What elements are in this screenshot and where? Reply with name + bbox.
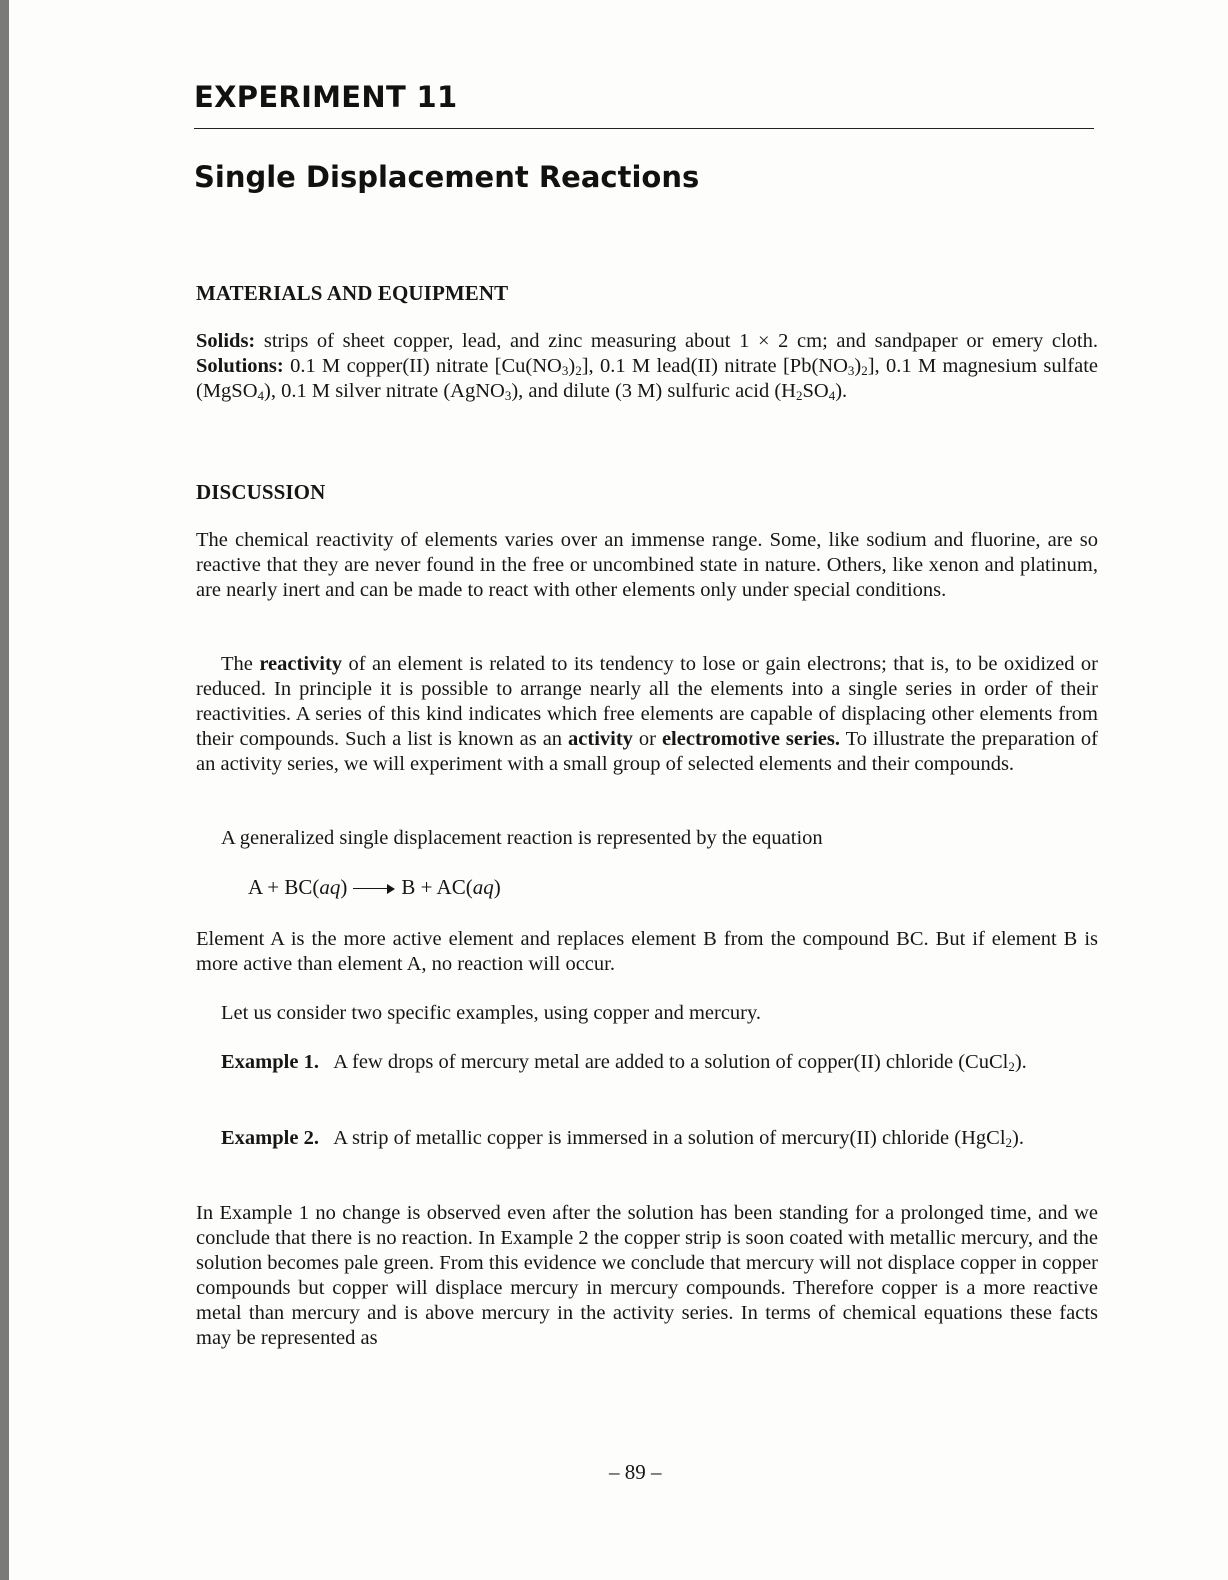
page-title: Single Displacement Reactions [194,160,700,194]
solutions-text-5: ), and dilute (3 M) sulfuric acid (H [511,380,796,402]
term-reactivity: reactivity [259,653,343,675]
subscript: 3 [847,363,855,378]
header-rule [194,128,1094,129]
example-1-label: Example 1. [221,1051,319,1073]
equation-right-close: ) [493,875,501,899]
subscript: 4 [257,388,265,403]
example-1 [196,1050,1098,1075]
text-run: To illustrate the preparation of an activity series, we will experiment with a small group of selected elements and their compounds. [196,728,1099,775]
aq-label: aq [319,875,341,899]
subscript: 2 [1008,1059,1015,1074]
solutions-text-6: SO [802,380,829,402]
term-electromotive-series: electromotive series. [661,728,840,750]
example-2-label: Example 2. [221,1127,319,1149]
discussion-paragraph-3: A generalized single displacement reaction is represented by the equation [221,827,823,849]
subscript: 2 [861,363,868,378]
example-2 [196,1126,1098,1151]
example-2-close: ). [1012,1127,1024,1149]
subscript: 2 [795,388,803,403]
aq-label: aq [472,875,494,899]
discussion-paragraph-2 [196,652,1098,777]
reaction-arrow-icon [353,884,395,894]
discussion-paragraph-4: Element A is the more active element and replaces element B from the compound BC. But if element B is more active than element A, no reaction will occur. [196,928,1098,975]
equation-right: B + AC( [401,875,473,899]
text-run: or [632,728,662,750]
solutions-text-3: ], 0.1 M magnesium sulfate (MgSO [196,355,1099,402]
solutions-text-7: ). [835,380,848,402]
solutions-label: Solutions: [196,355,284,377]
equation-left: A + BC( [248,875,320,899]
solutions-text-4: ), 0.1 M silver nitrate (AgNO [264,380,505,402]
equation-left-close: ) [340,875,348,899]
subscript: 2 [575,363,582,378]
solids-label: Solids: [196,330,256,352]
materials-heading: MATERIALS AND EQUIPMENT [196,281,509,305]
example-1-text: A few drops of mercury metal are added to a solution of copper(II) chloride (CuCl [318,1051,1009,1073]
discussion-paragraph-1: The chemical reactivity of elements varies over an immense range. Some, like sodium and fluorine, are so reactive that they are never found in the free or uncombined state in nature. Others, like xenon and platinum, are nearly inert and can be made to react with other elements only under special conditions. [196,529,1098,601]
solutions-close-2: ) [854,355,862,377]
text-run: The [221,653,260,675]
general-equation [248,875,501,900]
solids-text: strips of sheet copper, lead, and zinc measuring about 1 × 2 cm; and sandpaper or emery cloth. [255,330,1098,352]
solutions-close-1: ) [568,355,576,377]
discussion-paragraph-5: Let us consider two specific examples, using copper and mercury. [221,1002,762,1024]
materials-paragraph [196,329,1098,404]
subscript: 3 [504,388,512,403]
term-activity: activity [568,728,633,750]
page-number: – 89 – [609,1460,662,1484]
solutions-text-2: ], 0.1 M lead(II) nitrate [Pb(NO [581,355,848,377]
subscript: 2 [1005,1135,1013,1150]
text-run: of an element is related to its tendency to lose or gain electrons; that is, to be oxidized or reduced. In principle it is possible to arrange nearly all the elements into a single series in order of their reactivities. A series of this kind indicates which free elements are capable of displacing other elements from their compounds. Such a list is known as an [196,653,1098,750]
discussion-heading: DISCUSSION [196,480,326,504]
example-1-close: ). [1014,1051,1027,1073]
subscript: 4 [828,388,836,403]
example-2-text: A strip of metallic copper is immersed in a solution of mercury(II) chloride (HgCl [318,1127,1006,1149]
discussion-paragraph-6: In Example 1 no change is observed even after the solution has been standing for a prolonged time, and we conclude that there is no reaction. In Example 2 the copper strip is soon coated with metallic mercury, and the solution becomes pale green. From this evidence we conclude that mercury will not displace copper in copper compounds but copper will displace mercury in mercury compounds. Therefore copper is a more reactive metal than mercury and is above mercury in the activity series. In terms of chemical equations these facts may be represented as [196,1202,1098,1349]
document-page [9,0,1228,1580]
subscript: 3 [561,363,569,378]
experiment-label: EXPERIMENT 11 [194,80,458,114]
solutions-text-1: 0.1 M copper(II) nitrate [Cu(NO [283,355,562,377]
